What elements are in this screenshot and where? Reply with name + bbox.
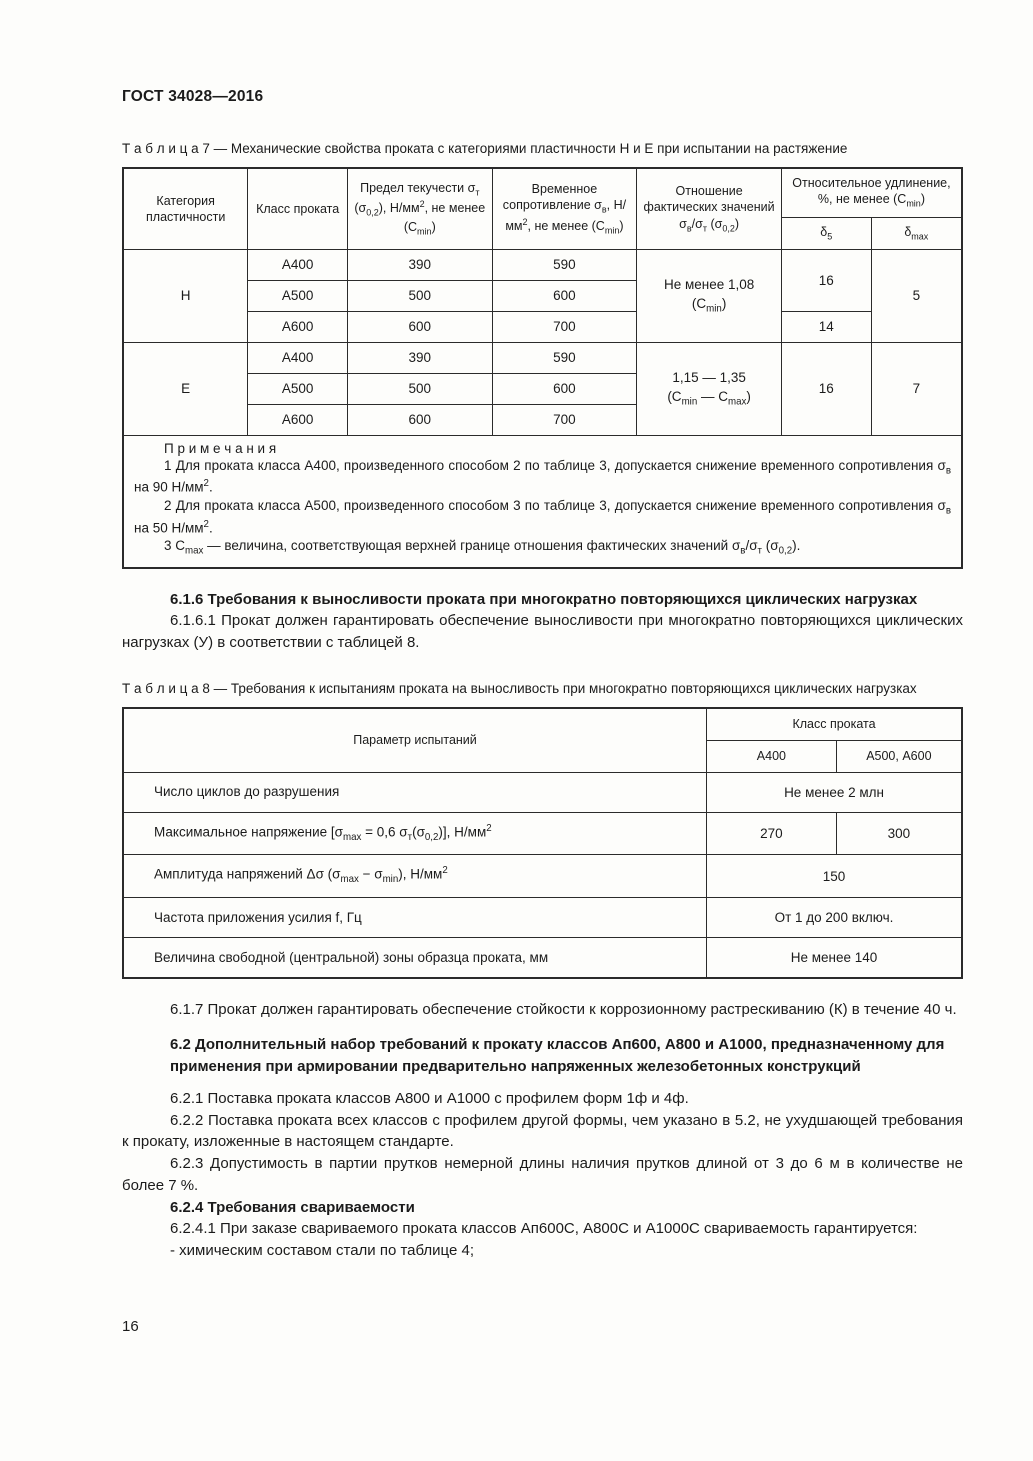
t8-value-cell: Не менее 2 млн [707, 772, 962, 812]
table8-header-row-1 [123, 708, 962, 740]
t8-param-cell: Число циклов до разрушения [123, 772, 707, 812]
t7-tensile-cell: 590 [492, 249, 637, 280]
t7-grade-cell: А500 [248, 280, 348, 311]
t8-value-cell: Не менее 140 [707, 938, 962, 978]
t7-deltamax-cell: 5 [871, 249, 962, 342]
table8-fatigue-requirements [122, 707, 963, 979]
t7-delta5-cell: 16 [781, 249, 871, 311]
table7-header [123, 168, 962, 249]
page-number: 16 [122, 1318, 139, 1335]
table7-notes-row [123, 435, 962, 567]
section-6-2-heading: 6.2 Дополнительный набор требований к прокату классов Ап600, А800 и А1000, предназначенному для применения при армировании предварительно напряженных железобетонных конструкций [170, 1036, 945, 1076]
t7-delta5-cell: 16 [781, 342, 871, 435]
table-row [123, 855, 962, 898]
t7-note-1: 1 Для проката класса А400, произведенного способом 2 по таблице 3, допускается снижение временного сопротивления $\sigma_в$ на 90 $Н/мм^2$. [134, 457, 951, 495]
para-6-2-2: 6.2.2 Поставка проката всех классов с профилем другой формы, чем указано в 5.2, не ухудшающей требования к прокату, изложенные в настоящем стандарте. [122, 1111, 963, 1151]
document-number: ГОСТ 34028—2016 [122, 88, 264, 105]
para-6-1-6-1: 6.1.6.1 Прокат должен гарантировать обеспечение выносливости при многократно повторяющихся циклических нагрузках (У) в соответствии с таблицей 8. [122, 612, 963, 652]
t7-notes [123, 435, 962, 567]
t7-tensile-cell: 600 [492, 280, 637, 311]
table8-body [123, 772, 962, 978]
t7-tensile-cell: 700 [492, 311, 637, 342]
section-6-2-4-heading: 6.2.4 Требования свариваемости [170, 1198, 415, 1216]
t8-header-param: Параметр испытаний [123, 708, 707, 772]
t7-header-elongation: Относительное удлинение, %, не менее $(C_{min})$ [781, 168, 962, 217]
table7-mechanical-properties [122, 167, 963, 568]
table7-header-row-1 [123, 168, 962, 217]
table7-caption: Т а б л и ц а 7 — Механические свойства проката с категориями пластичности Н и Е при испытании на растяжение [122, 141, 848, 156]
table-row [123, 938, 962, 978]
t7-header-grade: Класс проката [248, 168, 348, 249]
table8-caption: Т а б л и ц а 8 — Требования к испытаниям проката на выносливость при многократно повторяющихся циклических нагрузках [122, 680, 917, 696]
table-row [123, 249, 962, 280]
t7-header-category: Категория пластичности [123, 168, 248, 249]
t7-header-ratio: Отношение фактических значений $\sigma_в/\sigma_т$ $(\sigma_{0,2})$ [637, 168, 782, 249]
table8-header [123, 708, 962, 772]
table-row [123, 772, 962, 812]
t8-value-cell: 300 [836, 812, 962, 855]
t8-value-cell: 270 [707, 812, 837, 855]
t7-note-3: 3 $C_{max}$ — величина, соответствующая верхней границе отношения фактических значений $\sigma_в/\sigma_т$ $(\sigma_{0,2})$. [164, 537, 801, 557]
t8-header-a400: А400 [707, 740, 837, 772]
t8-header-grade-group: Класс проката [707, 708, 962, 740]
t8-value-cell: От 1 до 200 включ. [707, 898, 962, 938]
t7-notes-title: П р и м е ч а н и я [164, 440, 277, 456]
t7-yield-cell: 390 [348, 342, 493, 373]
t7-tensile-cell: 700 [492, 404, 637, 435]
t7-grade-cell: А400 [248, 342, 348, 373]
t7-category-cell: Е [123, 342, 248, 435]
para-6-2-1: 6.2.1 Поставка проката классов А800 и А1000 с профилем форм 1ф и 4ф. [170, 1089, 689, 1107]
t7-grade-cell: А600 [248, 311, 348, 342]
t7-ratio-cell: 1,15 — 1,35 ($C_{min}$ — $C_{max}$) [637, 342, 782, 435]
t7-header-delta5: $\delta_5$ [781, 217, 871, 249]
t7-yield-cell: 390 [348, 249, 493, 280]
t7-ratio-cell: Не менее 1,08 $(C_{min})$ [637, 249, 782, 342]
table-row [123, 898, 962, 938]
section-6-1-6-heading: 6.1.6 Требования к выносливости проката при многократно повторяющихся циклических нагрузках [170, 590, 918, 608]
t7-grade-cell: А400 [248, 249, 348, 280]
t8-header-a500-a600: А500, А600 [836, 740, 962, 772]
t7-grade-cell: А600 [248, 404, 348, 435]
t7-header-deltamax: $\delta_{max}$ [871, 217, 962, 249]
t7-delta5-cell: 14 [781, 311, 871, 342]
list-item-chemical-composition: - химическим составом стали по таблице 4; [170, 1242, 474, 1260]
t7-grade-cell: А500 [248, 373, 348, 404]
t7-tensile-cell: 590 [492, 342, 637, 373]
table7-body [123, 249, 962, 567]
t7-header-yield-strength: Предел текучести $\sigma_т$ $(\sigma_{0,2})$, $Н/мм^2$, не менее $(C_{min})$ [348, 168, 493, 249]
t8-param-cell: Величина свободной (центральной) зоны образца проката, мм [123, 938, 707, 978]
t8-param-cell: Максимальное напряжение [$\sigma_{max} = 0,6$ $\sigma_т(\sigma_{0,2})$], $Н/мм^2$ [123, 812, 707, 855]
para-6-2-3: 6.2.3 Допустимость в партии прутков немерной длины наличия прутков длиной от 3 до 6 м в количестве не более 7 %. [122, 1155, 963, 1194]
t8-value-cell: 150 [707, 855, 962, 898]
t7-category-cell: Н [123, 249, 248, 342]
t8-param-cell: Амплитуда напряжений Δσ $(\sigma_{max} - \sigma_{min})$, $Н/мм^2$ [123, 855, 707, 898]
para-6-2-4-1: 6.2.4.1 При заказе свариваемого проката классов Ап600С, А800С и А1000С свариваемость гарантируется: [170, 1220, 918, 1238]
t7-yield-cell: 600 [348, 311, 493, 342]
t7-yield-cell: 500 [348, 373, 493, 404]
t7-tensile-cell: 600 [492, 373, 637, 404]
para-6-1-7: 6.1.7 Прокат должен гарантировать обеспечение стойкости к коррозионному растрескиванию (К) в течение 40 ч. [170, 1000, 957, 1018]
t7-yield-cell: 500 [348, 280, 493, 311]
t7-yield-cell: 600 [348, 404, 493, 435]
table-row [123, 311, 962, 342]
t7-deltamax-cell: 7 [871, 342, 962, 435]
table-row [123, 812, 962, 855]
t7-header-tensile-strength: Временное сопротивление $\sigma_в$, $Н/мм^2$, не менее $(C_{min})$ [492, 168, 637, 249]
t7-note-2: 2 Для проката класса А500, произведенного способом 3 по таблице 3, допускается снижение временного сопротивления $\sigma_в$ на 50 $Н/мм^2$. [134, 497, 951, 536]
table-row [123, 342, 962, 373]
t8-param-cell: Частота приложения усилия f, Гц [123, 898, 707, 938]
